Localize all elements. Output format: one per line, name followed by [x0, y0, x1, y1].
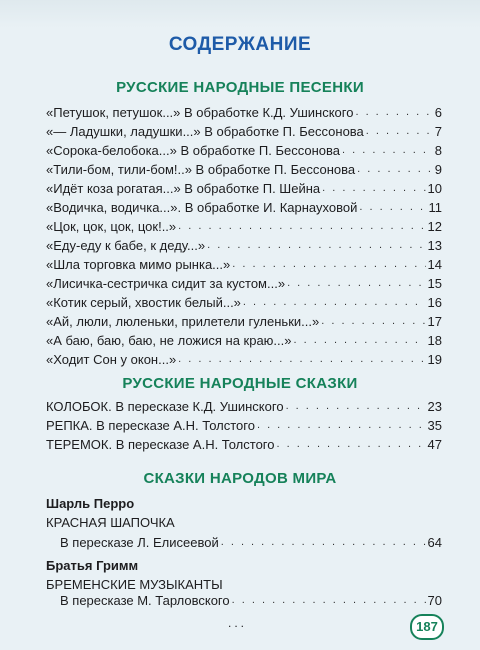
toc-entry-title: «Цок, цок, цок, цок!..»	[46, 219, 177, 234]
toc-entry[interactable]	[46, 292, 442, 310]
toc-entry-title: КОЛОБОК. В пересказе К.Д. Ушинского	[46, 399, 284, 414]
toc-entry-page: 14	[427, 257, 442, 272]
leader-dots	[287, 276, 425, 291]
toc-entry-title: ТЕРЕМОК. В пересказе А.Н. Толстого	[46, 437, 275, 452]
toc-entry[interactable]	[46, 197, 442, 215]
toc-entry[interactable]	[46, 254, 442, 272]
toc-entry-title: «Ай, люли, люленьки, прилетели гуленьки...»	[46, 314, 320, 329]
toc-entry-page: 10	[427, 181, 442, 196]
toc-entry-page: 64	[427, 535, 442, 550]
toc-entry[interactable]	[46, 235, 442, 253]
toc-entry[interactable]	[46, 415, 442, 433]
leader-dots	[355, 105, 432, 120]
leader-dots	[342, 143, 433, 158]
leader-dots	[322, 181, 425, 196]
toc-entry-title: «Лисичка-сестричка сидит за кустом...»	[46, 276, 286, 291]
toc-entry[interactable]	[46, 434, 442, 452]
leader-dots	[232, 257, 425, 272]
toc-entry-page: 17	[427, 314, 442, 329]
author-name: Шарль Перро	[46, 496, 135, 511]
toc-entry-page: 6	[434, 105, 442, 120]
toc-entry-page: 47	[427, 437, 442, 452]
toc-entry-title: «Идёт коза рогатая...» В обработке П. Шейна	[46, 181, 321, 196]
toc-entry-page: 23	[427, 399, 442, 414]
toc-entry[interactable]	[46, 178, 442, 196]
work-title[interactable]: БРЕМЕНСКИЕ МУЗЫКАНТЫ	[46, 577, 223, 592]
toc-entry-page: 13	[427, 238, 442, 253]
work-title[interactable]: КРАСНАЯ ШАПОЧКА	[46, 515, 175, 530]
faded-top-bleed	[0, 0, 480, 28]
leader-dots	[207, 238, 425, 253]
toc-entry[interactable]	[60, 590, 442, 608]
toc-entry[interactable]	[60, 532, 442, 550]
toc-entry-page: 16	[427, 295, 442, 310]
author-name: Братья Гримм	[46, 558, 139, 573]
leader-dots	[321, 314, 425, 329]
toc-entry-title: В пересказе Л. Елисеевой	[60, 535, 219, 550]
toc-entry-title: «Еду-еду к бабе, к деду...»	[46, 238, 206, 253]
toc-entry-title: «Тили-бом, тили-бом!..» В обработке П. Бессонова	[46, 162, 356, 177]
toc-entry[interactable]	[46, 121, 442, 139]
toc-entry-page: 18	[427, 333, 442, 348]
toc-entry-page: 35	[427, 418, 442, 433]
toc-entry[interactable]	[46, 102, 442, 120]
toc-entry[interactable]	[46, 330, 442, 348]
leader-dots	[359, 200, 426, 215]
toc-entry[interactable]	[46, 396, 442, 414]
toc-entry[interactable]	[46, 311, 442, 329]
leader-dots	[286, 399, 426, 414]
toc-entry-page: 70	[427, 593, 442, 608]
toc-entry[interactable]	[46, 140, 442, 158]
leader-dots	[221, 535, 426, 550]
toc-entry[interactable]	[46, 349, 442, 367]
toc-entry-title: В пересказе М. Тарловского	[60, 593, 230, 608]
page-number-badge: 187	[410, 614, 444, 640]
leader-dots	[257, 418, 426, 433]
toc-entry-page: 7	[434, 124, 442, 139]
section-heading-tales: РУССКИЕ НАРОДНЫЕ СКАЗКИ	[122, 375, 358, 392]
leader-dots	[357, 162, 433, 177]
toc-entry-title: «Петушок, петушок...» В обработке К.Д. Ушинского	[46, 105, 354, 120]
leader-dots	[243, 295, 426, 310]
continuation-ellipsis: ...	[228, 616, 248, 630]
toc-entry-page: 8	[434, 143, 442, 158]
toc-entry-title: «Ходит Сон у окон...»	[46, 352, 177, 367]
toc-entry-title: «Котик серый, хвостик белый...»	[46, 295, 241, 310]
leader-dots	[178, 352, 425, 367]
toc-entry-title: «Водичка, водичка...». В обработке И. Карнауховой	[46, 200, 358, 215]
section-heading-world-tales: СКАЗКИ НАРОДОВ МИРА	[143, 470, 337, 487]
toc-entry-title: «Сорока-белобока...» В обработке П. Бессонова	[46, 143, 340, 158]
leader-dots	[232, 593, 426, 608]
leader-dots	[277, 437, 426, 452]
toc-entry[interactable]	[46, 273, 442, 291]
toc-entry[interactable]	[46, 159, 442, 177]
leader-dots	[178, 219, 425, 234]
toc-entry[interactable]	[46, 216, 442, 234]
leader-dots	[366, 124, 433, 139]
toc-entry-title: «— Ладушки, ладушки...» В обработке П. Бессонова	[46, 124, 364, 139]
leader-dots	[294, 333, 426, 348]
toc-entry-title: «А баю, баю, баю, не ложися на краю...»	[46, 333, 292, 348]
toc-entry-page: 9	[434, 162, 442, 177]
toc-entry-page: 11	[428, 200, 442, 215]
toc-entry-page: 19	[427, 352, 442, 367]
toc-entry-page: 12	[427, 219, 442, 234]
toc-entry-page: 15	[427, 276, 442, 291]
toc-entry-title: «Шла торговка мимо рынка...»	[46, 257, 231, 272]
page-title: СОДЕРЖАНИЕ	[168, 34, 312, 55]
section-heading-songs: РУССКИЕ НАРОДНЫЕ ПЕСЕНКИ	[116, 79, 364, 96]
toc-entry-title: РЕПКА. В пересказе А.Н. Толстого	[46, 418, 255, 433]
